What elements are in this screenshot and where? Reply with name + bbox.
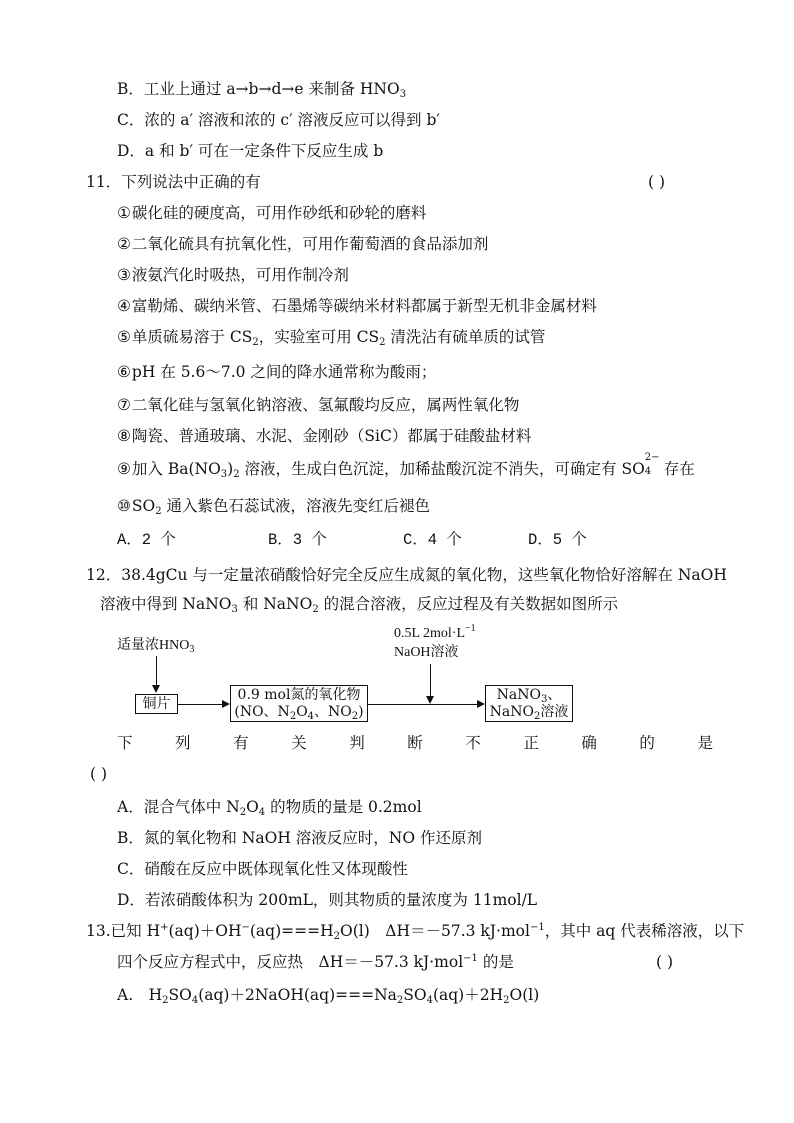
copper-to-oxide-arrow-line <box>178 704 223 705</box>
q11-option-b: B．3 个 <box>268 531 327 549</box>
label-text: 适量浓HNO <box>117 638 190 653</box>
naoh-arrow-line <box>430 664 431 697</box>
question-char: 是 <box>697 734 713 752</box>
subscript: 2 <box>503 995 510 1006</box>
q12-answer-paren: ( ) <box>90 765 108 783</box>
item-number: ⑧ <box>117 427 131 445</box>
question-char: 有 <box>233 734 249 752</box>
q11-item-6 <box>117 362 436 382</box>
label-text: 、NO <box>314 704 352 720</box>
q10-option-b-sub: 3 <box>399 89 407 100</box>
q10-option-d: D．a 和 b′ 可在一定条件下反应生成 b <box>117 142 384 160</box>
item-text: ) <box>227 460 234 478</box>
item-text: 富勒烯、碳纳米管、石墨烯等碳纳米材料都属于新型无机非金属材料 <box>131 297 597 315</box>
question-char: 关 <box>291 734 307 752</box>
q13-answer-paren: ( ) <box>656 953 674 971</box>
item-text: 液氨汽化时吸热，可用作制冷剂 <box>131 266 349 284</box>
stem-text: 四个反应方程式中，反应热 ΔH＝－57.3 kJ·mol <box>117 953 464 971</box>
subscript: 2 <box>162 995 169 1006</box>
question-char: 判 <box>349 734 365 752</box>
q10-option-b-text: B．工业上通过 a→b→d→e 来制备 HNO <box>117 80 400 98</box>
label-text: ) <box>358 704 364 720</box>
product-line-2 <box>486 704 572 721</box>
q11-item-8 <box>117 426 531 446</box>
q11-answer-paren: ( ) <box>648 173 666 191</box>
oxide-to-product-arrow-head <box>477 700 485 708</box>
naoh-arrow-head <box>426 696 434 704</box>
q12-option-a <box>117 797 422 817</box>
q11-option-a: A．2 个 <box>117 531 176 549</box>
diagram-product-box <box>485 685 573 722</box>
subscript: 4 <box>258 807 266 818</box>
oxide-line-1: 0.9 mol氮的氧化物 <box>237 687 361 703</box>
subscript: 2 <box>379 337 386 348</box>
item-text: pH 在 5.6～7.0 之间的降水通常称为酸雨； <box>131 363 437 381</box>
stem-text: ，其中 aq 代表稀溶液，以下 <box>544 922 745 940</box>
q11-stem: 11．下列说法中正确的有 <box>86 173 261 191</box>
superscript: −1 <box>463 953 478 964</box>
item-text: ，实验室可用 CS <box>258 328 380 346</box>
option-text: (aq)＋2H <box>432 986 504 1004</box>
q11-item-3 <box>117 265 349 285</box>
question-char: 的 <box>639 734 655 752</box>
stem-text: 和 NaNO <box>237 595 313 613</box>
q12-option-d: D．若浓硝酸体积为 200mL，则其物质的量浓度为 11mol/L <box>117 891 538 909</box>
q11-item-1 <box>117 203 426 223</box>
copper-to-oxide-arrow-head <box>222 700 230 708</box>
subscript: 2 <box>333 931 340 942</box>
q12-option-c: C．硝酸在反应中既体现氧化性又体现酸性 <box>117 860 408 878</box>
q11-item-10 <box>117 496 430 516</box>
q10-option-b <box>117 79 406 99</box>
option-text: A. H <box>117 986 163 1004</box>
item-text: 清洗沾有硫单质的试管 <box>385 328 546 346</box>
stem-text: (aq)===H <box>249 922 334 940</box>
label-text: 0.5L 2mol·L <box>394 626 466 641</box>
subscript: 3 <box>189 644 195 655</box>
item-text: 二氧化硅与氢氧化钠溶液、氢氟酸均反应，属两性氧化物 <box>131 396 520 414</box>
q11-item-7 <box>117 395 519 415</box>
superscript: − <box>241 922 250 933</box>
subscript: 2 <box>252 337 259 348</box>
label-text: (NO、N <box>234 704 290 720</box>
q12-stem-line1: 12．38.4gCu 与一定量浓硝酸恰好完全反应生成氮的氧化物，这些氧化物恰好溶解在 NaOH <box>86 566 727 584</box>
diagram-copper-box: 铜片 <box>135 694 178 714</box>
q12-stem-line2 <box>100 594 618 614</box>
option-text: SO <box>403 986 427 1004</box>
item-text: 单质硫易溶于 CS <box>131 328 253 346</box>
item-number: ⑩ <box>117 497 131 515</box>
item-text: SO <box>131 497 156 515</box>
item-text: 溶液，生成白色沉淀，加稀盐酸沉淀不消失，可确定有 SO <box>239 460 645 478</box>
question-char: 不 <box>465 734 481 752</box>
superscript: −1 <box>529 922 545 933</box>
subscript: 4 <box>426 995 433 1006</box>
subscript: 3 <box>231 604 238 615</box>
item-number: ⑥ <box>117 363 131 381</box>
q11-item-5 <box>117 327 545 347</box>
q11-item-2 <box>117 234 488 254</box>
subscript: 2 <box>312 604 319 615</box>
subscript: 2 <box>533 711 541 722</box>
q11-item-4 <box>117 296 597 316</box>
sulfate-ion-scripts: 2− 4 <box>644 452 660 477</box>
diagram-acid-label <box>117 637 194 654</box>
label-text: O <box>296 704 308 720</box>
acid-arrow-head <box>152 685 160 693</box>
diagram-naoh-line2: NaOH溶液 <box>394 645 459 660</box>
item-text: 二氧化硫具有抗氧化性，可用作葡萄酒的食品添加剂 <box>131 235 489 253</box>
label-text: 、 <box>547 687 562 703</box>
question-char: 正 <box>523 734 539 752</box>
item-number: ⑤ <box>117 328 131 346</box>
q11-option-d: D．5 个 <box>528 531 587 549</box>
subscript: 2 <box>351 711 359 722</box>
item-number: ⑨ <box>117 460 131 478</box>
item-number: ⑦ <box>117 396 131 414</box>
subscript: 4 <box>307 711 315 722</box>
stem-text: 溶液中得到 NaNO <box>100 595 232 613</box>
subscript: 4 <box>191 995 199 1006</box>
item-number: ② <box>117 235 131 253</box>
option-text: (aq)＋2NaOH(aq)===Na <box>198 986 397 1004</box>
q11-item-9 <box>117 452 695 480</box>
subscript: 3 <box>540 694 548 705</box>
question-char: 确 <box>581 734 597 752</box>
superscript: + <box>160 922 169 933</box>
q13-stem-line1 <box>86 921 744 941</box>
item-text: 碳化硅的硬度高，可用作砂纸和砂轮的磨料 <box>131 204 427 222</box>
oxide-to-product-arrow-line <box>368 704 478 705</box>
product-line-1 <box>486 687 572 704</box>
stem-text: 的是 <box>477 953 514 971</box>
question-char: 列 <box>175 734 191 752</box>
acid-arrow-line <box>156 656 157 686</box>
diagram-naoh-line1 <box>394 625 476 642</box>
label-text: NaNO <box>489 704 534 720</box>
q11-option-c: C．4 个 <box>403 531 462 549</box>
subscript: 2 <box>396 995 404 1006</box>
subscript: 2 <box>289 711 297 722</box>
item-number: ① <box>117 204 131 222</box>
q10-option-c: C．浓的 a′ 溶液和浓的 c′ 溶液反应可以得到 b′ <box>117 111 440 129</box>
label-text: NaNO <box>496 687 541 703</box>
q12-question-line <box>117 733 713 753</box>
option-text: SO <box>168 986 192 1004</box>
question-char: 断 <box>407 734 423 752</box>
stem-text: 的混合溶液，反应过程及有关数据如图所示 <box>318 595 619 613</box>
item-text: 存在 <box>658 460 695 478</box>
subscript: 3 <box>220 469 228 480</box>
item-number: ③ <box>117 266 131 284</box>
option-text: O <box>246 798 259 816</box>
question-char: 下 <box>117 734 133 752</box>
stem-text: 13.已知 H <box>86 922 161 940</box>
option-text: A．混合气体中 N <box>117 798 240 816</box>
q12-option-b: B．氮的氧化物和 NaOH 溶液反应时，NO 作还原剂 <box>117 829 482 847</box>
item-text: 陶瓷、普通玻璃、水泥、金刚砂（SiC）都属于硅酸盐材料 <box>131 427 532 445</box>
oxide-line-2 <box>231 704 367 721</box>
diagram-oxide-box <box>230 685 368 722</box>
item-text: 通入紫色石蕊试液，溶液先变红后褪色 <box>161 497 431 515</box>
label-text: 溶液 <box>540 704 569 720</box>
stem-text: O(l) ΔH＝－57.3 kJ·mol <box>340 922 530 940</box>
item-number: ④ <box>117 297 131 315</box>
subscript: 2 <box>239 807 247 818</box>
superscript: −1 <box>465 623 476 634</box>
q13-stem-line2 <box>117 952 514 972</box>
item-text: 加入 Ba(NO <box>131 460 221 478</box>
option-text: 的物质的量是 0.2mol <box>265 798 422 816</box>
subscript: 2 <box>155 506 162 517</box>
q13-option-a <box>117 985 539 1005</box>
stem-text: (aq)＋OH <box>168 922 242 940</box>
subscript: 2 <box>233 469 240 480</box>
option-text: O(l) <box>509 986 540 1004</box>
